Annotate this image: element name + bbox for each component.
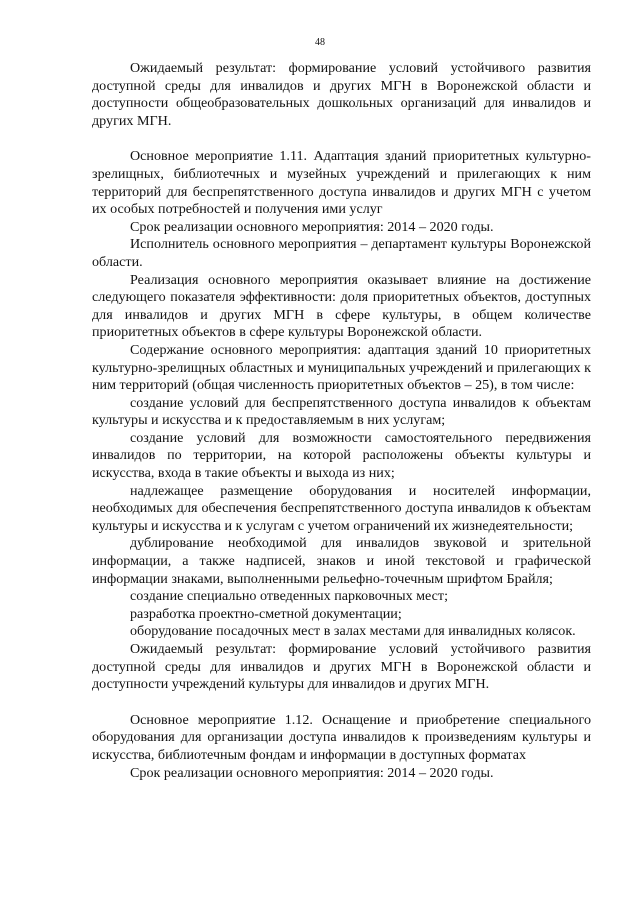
list-item-wheelchair-seats: оборудование посадочных мест в залах местами для инвалидных колясок.: [130, 623, 576, 640]
paragraph-measure-1-12-title: Основное мероприятие 1.12. Оснащение и приобретение специального оборудования для организации доступа инвалидов к произведениям культуры и искусства, библиотечным фондам и информации в доступных форматах: [92, 711, 591, 763]
list-item-access-conditions: создание условий для беспрепятственного доступа инвалидов к объектам культуры и искусства и к предоставляемым в них услугам;: [92, 394, 591, 429]
paragraph-expected-result-1-10: Ожидаемый результат: формирование условий устойчивого развития доступной среды для инвалидов и других МГН в Воронежской области и доступности общеобразовательных дошкольных организаций для инвалидов и других МГН.: [92, 60, 591, 129]
paragraph-expected-result-1-11: Ожидаемый результат: формирование условий устойчивого развития доступной среды для инвалидов и других МГН в Воронежской области и доступности учреждений культуры для инвалидов и других МГН.: [92, 641, 591, 693]
document-body: [92, 60, 591, 782]
list-item-braille-duplication: дублирование необходимой для инвалидов звуковой и зрительной информации, а также надписей, знаков и иной текстовой и графической информации знаками, выполненными рельефно-точечным шрифтом Брайля;: [92, 535, 591, 587]
page-number: 48: [315, 37, 325, 48]
paragraph-measure-1-11-indicator: Реализация основного мероприятия оказывает влияние на достижение следующего показателя эффективности: доля приоритетных объектов, доступных для инвалидов и других МГН в сфере культуры, в общем количестве приоритетных объектов в сфере культуры Воронежской области.: [92, 271, 591, 341]
paragraph-measure-1-11-title: Основное мероприятие 1.11. Адаптация зданий приоритетных культурно-зрелищных, библиотечных и музейных учреждений и прилегающих к ним территорий для беспрепятственного доступа инвалидов и других МГН с учетом их особых потребностей и получения ими услуг: [92, 148, 591, 218]
paragraph-measure-1-11-term: Срок реализации основного мероприятия: 2014 – 2020 годы.: [130, 218, 494, 235]
list-item-movement-conditions: создание условий для возможности самостоятельного передвижения инвалидов по территории, на которой расположены объекты культуры и искусства, входа в такие объекты и выхода из них;: [92, 429, 591, 482]
paragraph-measure-1-11-executor: Исполнитель основного мероприятия – департамент культуры Воронежской области.: [92, 236, 591, 270]
list-item-equipment-placement: надлежащее размещение оборудования и носителей информации, необходимых для обеспечения беспрепятственного доступа инвалидов к объектам культуры и искусства и к услугам с учетом ограничений их жизнедеятельности;: [92, 482, 591, 534]
list-item-design-documents: разработка проектно-сметной документации;: [130, 605, 402, 622]
list-item-parking: создание специально отведенных парковочных мест;: [130, 588, 448, 605]
paragraph-measure-1-12-term: Срок реализации основного мероприятия: 2014 – 2020 годы.: [130, 764, 494, 781]
paragraph-measure-1-11-content: Содержание основного мероприятия: адаптация зданий 10 приоритетных культурно-зрелищных областных и муниципальных учреждений и прилегающих к ним территорий (общая численность приоритетных объектов – 25), в том числе:: [92, 341, 591, 394]
